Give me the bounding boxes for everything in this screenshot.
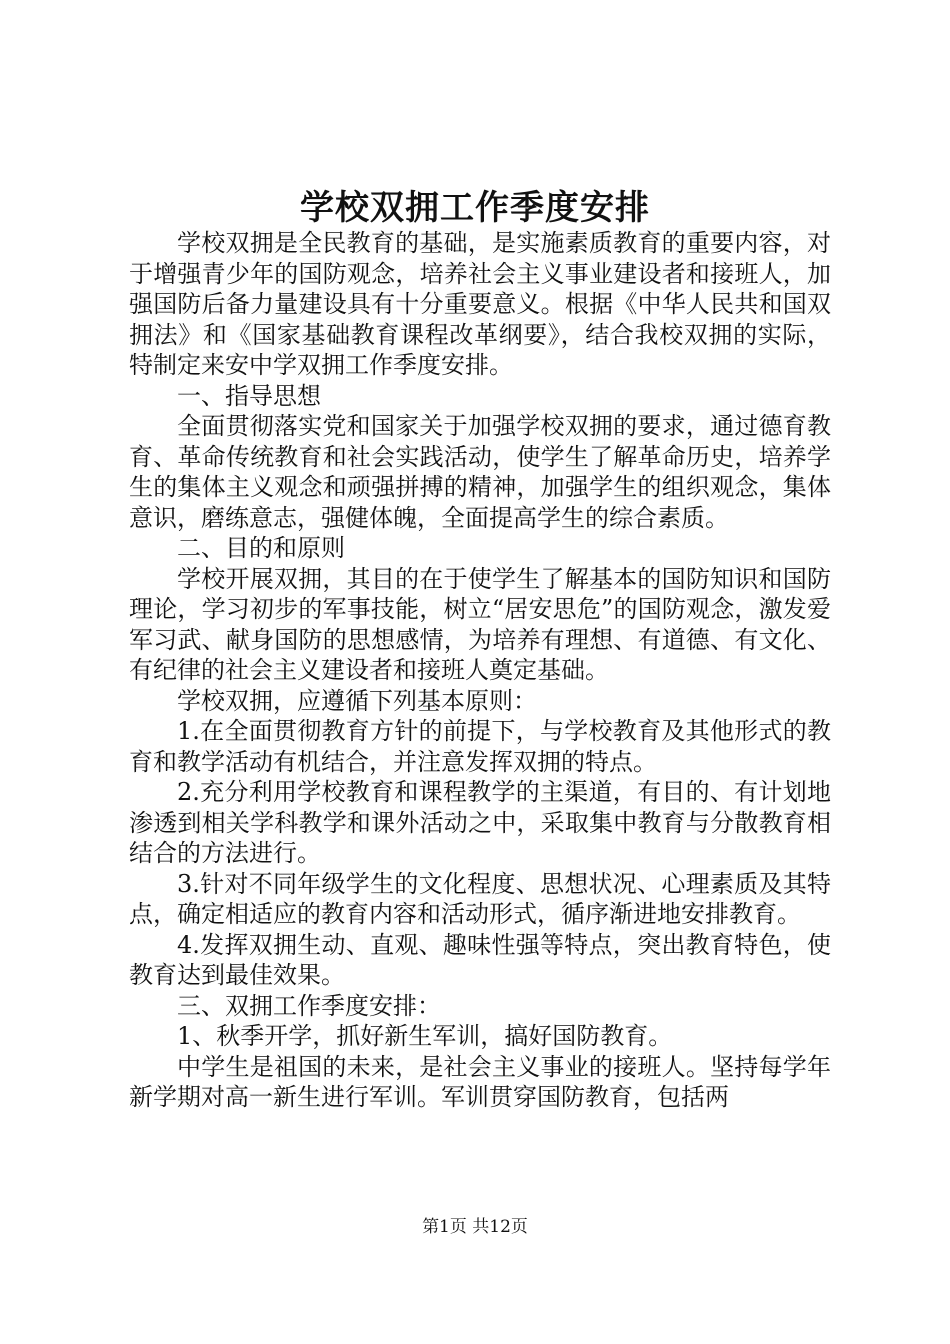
section-heading-guiding-thought: 一、指导思想 [177,381,321,410]
schedule-item-1: 1、秋季开学，抓好新生军训，搞好国防教育。 [177,1022,673,1050]
purpose-paragraph: 学校开展双拥，其目的在于使学生了解基本的国防知识和国防理论，学习初步的军事技能，树立“居安思危”的国防观念，激发爱军习武、献身国防的思想感情，为培养有理想、有道德、有文化、有纪律的社会主义建设者和接班人奠定基础。 [129,564,831,684]
principle-item-3: 3.针对不同年级学生的文化程度、思想状况、心理素质及其特点，确定相适应的教育内容和活动形式，循序渐进地安排教育。 [129,869,831,928]
guiding-thought-paragraph: 全面贯彻落实党和国家关于加强学校双拥的要求，通过德育教育、革命传统教育和社会实践活动，使学生了解革命历史，培养学生的集体主义观念和顽强拼搏的精神，加强学生的组织观念，集体意识，磨练意志，强健体魄，全面提高学生的综合素质。 [129,412,831,532]
intro-paragraph: 学校双拥是全民教育的基础，是实施素质教育的重要内容，对于增强青少年的国防观念，培养社会主义事业建设者和接班人，加强国防后备力量建设具有十分重要意义。根据《中华人民共和国双拥法》和《国家基础教育课程改革纲要》，结合我校双拥的实际，特制定来安中学双拥工作季度安排。 [129,229,831,379]
section-heading-purpose-principles: 二、目的和原则 [177,534,345,562]
document-body [129,228,831,1113]
page-indicator: 第1页 共12页 [422,1217,528,1237]
document-title: 学校双拥工作季度安排 [300,188,650,228]
section-heading-schedule: 三、双拥工作季度安排： [177,991,441,1020]
principle-item-2: 2.充分利用学校教育和课程教学的主渠道，有目的、有计划地渗透到相关学科教学和课外活动之中，采取集中教育与分散教育相结合的方法进行。 [129,778,831,867]
principle-item-1: 1.在全面贯彻教育方针的前提下，与学校教育及其他形式的教育和教学活动有机结合，并注意发挥双拥的特点。 [129,717,831,776]
principle-item-4: 4.发挥双拥生动、直观、趣味性强等特点，突出教育特色，使教育达到最佳效果。 [129,930,831,989]
schedule-item-1-paragraph: 中学生是祖国的未来，是社会主义事业的接班人。坚持每学年新学期对高一新生进行军训。军训贯穿国防教育，包括两 [129,1052,831,1111]
principles-intro: 学校双拥，应遵循下列基本原则： [177,686,537,715]
